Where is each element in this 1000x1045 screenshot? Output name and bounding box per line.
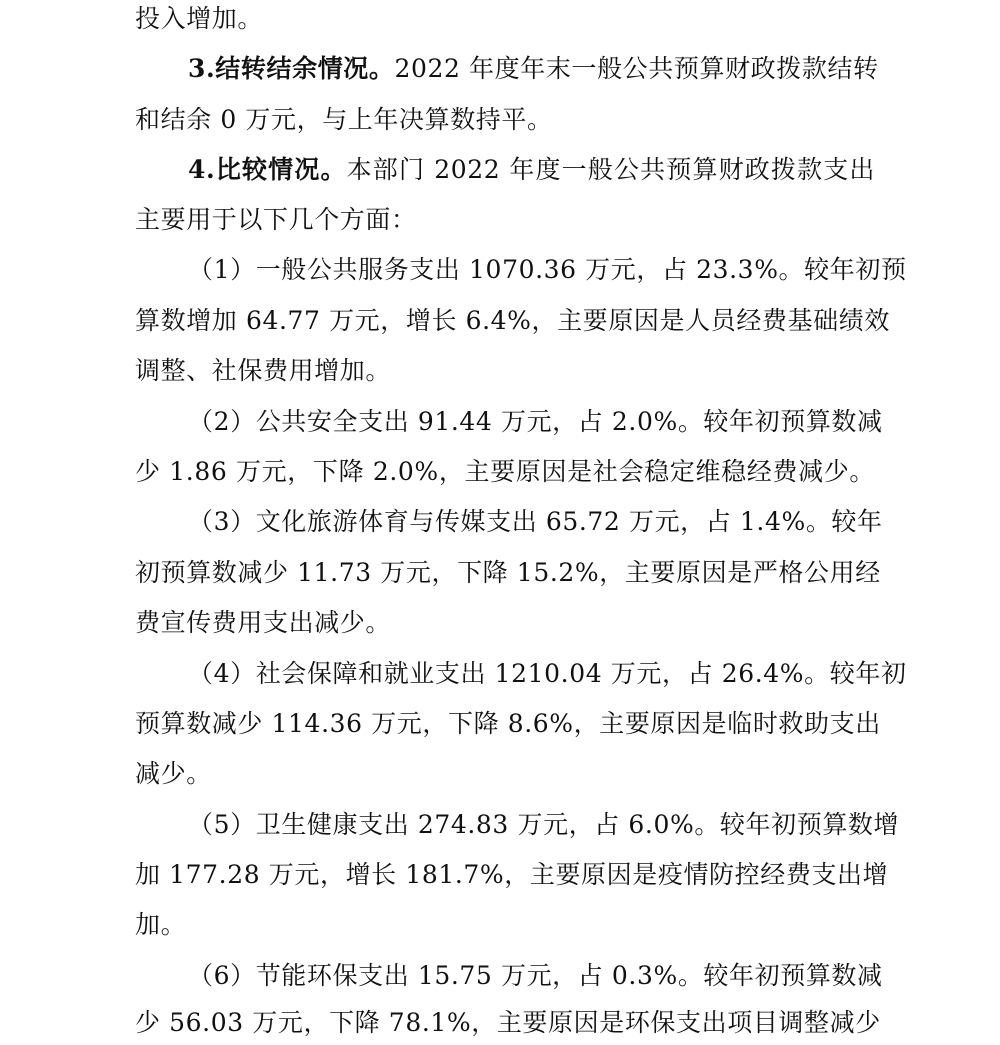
paragraph-text: 加。 xyxy=(135,910,187,939)
paragraph-line xyxy=(188,47,879,91)
paragraph-text: （3）文化旅游体育与传媒支出 65.72 万元，占 1.4%。较年 xyxy=(188,507,883,536)
paragraph-line xyxy=(135,853,889,897)
paragraph-text: 2022 年度年末一般公共预算财政拨款结转 xyxy=(394,54,879,83)
paragraph-line xyxy=(135,551,881,595)
paragraph-text: 减少。 xyxy=(135,759,212,788)
paragraph-text: 本部门 2022 年度一般公共预算财政拨款支出 xyxy=(346,155,875,184)
paragraph-text: 主要用于以下几个方面： xyxy=(135,205,417,234)
paragraph-text: 预算数减少 114.36 万元，下降 8.6%，主要原因是临时救助支出 xyxy=(135,709,881,738)
paragraph-line xyxy=(135,98,875,142)
paragraph-line xyxy=(188,148,875,192)
paragraph-line xyxy=(188,803,900,847)
section-heading: 3.结转结余情况。 xyxy=(188,54,395,83)
paragraph-line xyxy=(188,954,883,998)
paragraph-text: 少 56.03 万元，下降 78.1%，主要原因是环保支出项目调整减少 xyxy=(135,1008,881,1037)
paragraph-text: 投入增加。 xyxy=(135,4,264,33)
paragraph-text: 调整、社保费用增加。 xyxy=(135,356,392,385)
paragraph-line xyxy=(135,0,875,41)
paragraph-line xyxy=(135,752,875,796)
paragraph-text: 初预算数减少 11.73 万元，下降 15.2%，主要原因是严格公用经 xyxy=(135,558,881,587)
paragraph-line xyxy=(135,349,875,393)
paragraph-line xyxy=(135,198,875,242)
paragraph-text: 费宣传费用支出减少。 xyxy=(135,608,392,637)
paragraph-text: 和结余 0 万元，与上年决算数持平。 xyxy=(135,105,553,134)
paragraph-line xyxy=(135,450,875,494)
paragraph-line xyxy=(188,248,907,292)
paragraph-text: 少 1.86 万元，下降 2.0%，主要原因是社会稳定维稳经费减少。 xyxy=(135,457,875,486)
paragraph-line xyxy=(135,702,881,746)
paragraph-text: （4）社会保障和就业支出 1210.04 万元，占 26.4%。较年初 xyxy=(188,659,907,688)
paragraph-line xyxy=(135,1001,881,1045)
paragraph-line xyxy=(135,299,890,343)
paragraph-line xyxy=(188,400,883,444)
section-heading: 4.比较情况。 xyxy=(188,155,347,184)
paragraph-text: （6）节能环保支出 15.75 万元，占 0.3%。较年初预算数减 xyxy=(188,961,883,990)
paragraph-line xyxy=(135,903,875,947)
paragraph-line xyxy=(188,652,907,696)
paragraph-text: 加 177.28 万元，增长 181.7%，主要原因是疫情防控经费支出增 xyxy=(135,860,889,889)
paragraph-text: 算数增加 64.77 万元，增长 6.4%，主要原因是人员经费基础绩效 xyxy=(135,306,890,335)
paragraph-line xyxy=(135,601,875,645)
paragraph-text: （5）卫生健康支出 274.83 万元，占 6.0%。较年初预算数增 xyxy=(188,810,900,839)
paragraph-text: （2）公共安全支出 91.44 万元，占 2.0%。较年初预算数减 xyxy=(188,407,883,436)
paragraph-text: （1）一般公共服务支出 1070.36 万元，占 23.3%。较年初预 xyxy=(188,255,907,284)
paragraph-line xyxy=(188,500,883,544)
